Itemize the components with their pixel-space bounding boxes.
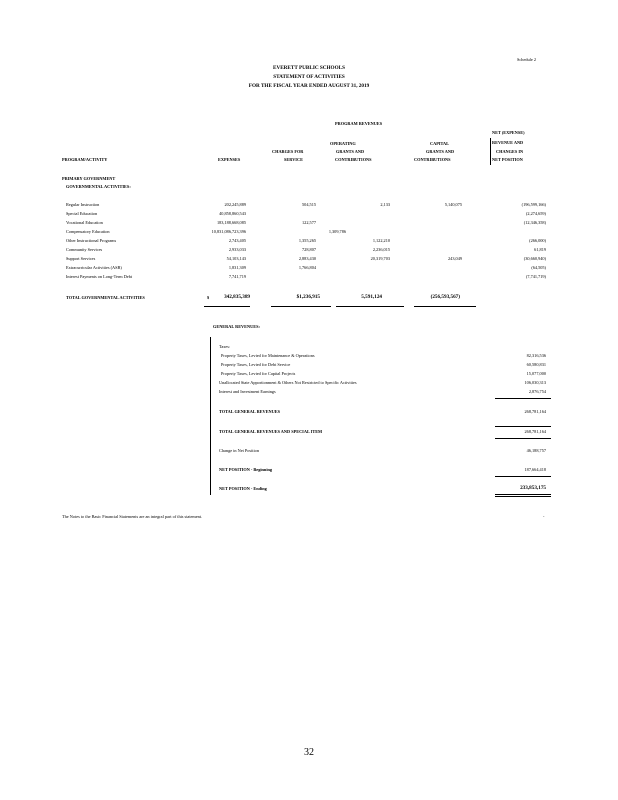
header-line3: FOR THE FISCAL YEAR ENDED AUGUST 31, 2019 [248, 83, 370, 89]
operating-heading-3: CONTRIBUTIONS [335, 157, 372, 162]
total-general-label: TOTAL GENERAL REVENUES [219, 409, 280, 414]
row-operating: 1,122,210 [372, 238, 390, 243]
total-governmental-label: TOTAL GOVERNMENTAL ACTIVITIES [66, 295, 145, 300]
row-operating: 20,319,703 [370, 256, 390, 261]
row-expenses: 1,831,309 [228, 265, 246, 270]
ending-rule-2 [495, 496, 551, 497]
row-net: (7,741,719) [525, 274, 546, 279]
total-expenses: 342,835,389 [224, 294, 250, 300]
beginning-value: 187,664,418 [524, 467, 546, 472]
total-capital: (256,593,567) [430, 294, 460, 300]
row-capital: 5,140,075 [444, 202, 462, 207]
net-heading-4: NET POSITION [492, 157, 523, 162]
general-item-value: 15,077,000 [526, 371, 546, 376]
row-expenses: 10,831,086,723,396 [211, 229, 246, 234]
ending-rule-1 [495, 494, 551, 495]
row-charges: 2,883,430 [298, 256, 316, 261]
total-special-rule [495, 438, 551, 439]
total-special-value: 268,781,164 [524, 429, 546, 434]
header-line1: EVERETT PUBLIC SCHOOLS [273, 65, 345, 71]
ending-label: NET POSITION - Ending [219, 486, 267, 491]
total-dollar-sign: $ [207, 295, 210, 300]
total-charges: $1,236,915 [296, 294, 320, 300]
general-item-label: Property Taxes, Levied for Maintenance & Operations [221, 353, 315, 358]
program-activity-heading: PROGRAM/ACTIVITY [62, 157, 108, 162]
row-net: 61,819 [534, 247, 546, 252]
expenses-heading: EXPENSES [218, 157, 241, 162]
general-items-rule [495, 398, 551, 399]
general-item-label: Property Taxes, Levied for Debt Service [221, 362, 291, 367]
row-charges: 504,515 [302, 202, 316, 207]
row-operating: 1,309,786 [328, 229, 346, 234]
row-charges: 1,766,804 [298, 265, 316, 270]
page-number: 32 [304, 747, 314, 758]
program-revenues-heading: PROGRAM REVENUES [335, 121, 383, 126]
operating-heading-2: GRANTS AND [336, 149, 365, 154]
general-revenues-divider [210, 337, 211, 495]
operating-heading-1: OPERATING [330, 141, 356, 146]
total-capital-rule [414, 306, 476, 307]
general-item-value: 82,316,536 [526, 353, 546, 358]
row-charges: 728,807 [302, 247, 316, 252]
row-expenses: 7,741,719 [228, 274, 246, 279]
beginning-rule [495, 476, 551, 477]
row-charges: 122,577 [302, 220, 316, 225]
row-label: Vocational Education [66, 220, 103, 225]
footnote: The Notes to the Basic Financial Statements are an integral part of this statement. [62, 514, 203, 519]
row-capital: 243,049 [448, 256, 462, 261]
row-expenses: 202,245,889 [224, 202, 246, 207]
total-special-label: TOTAL GENERAL REVENUES AND SPECIAL ITEM [219, 429, 323, 434]
primary-government-label: PRIMARY GOVERNMENT [62, 176, 116, 181]
row-net: (64,505) [531, 265, 546, 270]
governmental-activities-label: GOVERNMENTAL ACTIVITIES: [66, 184, 131, 189]
row-label: Compensatory Education [66, 229, 110, 234]
general-item-label: Interest and Investment Earnings [219, 389, 276, 394]
total-operating-rule [336, 306, 404, 307]
change-label: Change in Net Position [219, 448, 259, 453]
total-special-rule-top [495, 426, 551, 427]
row-label: Special Education [66, 211, 98, 216]
net-heading-1: NET (EXPENSE) [492, 130, 525, 135]
row-label: Support Services [66, 256, 96, 261]
row-label: Extracurricular Activities (ASB) [66, 265, 122, 270]
general-item-value: 60,580,831 [526, 362, 546, 367]
beginning-label: NET POSITION - Beginning [219, 467, 273, 472]
row-charges: 1,355,265 [298, 238, 316, 243]
row-label: Interest Payments on Long-Term Debt [66, 274, 133, 279]
row-net: (266,000) [529, 238, 546, 243]
general-item-label: Property Taxes, Levied for Capital Projects [221, 371, 296, 376]
total-charges-rule [271, 306, 331, 307]
table-row [0, 275, 618, 284]
header-line2: STATEMENT OF ACTIVITIES [273, 74, 345, 80]
row-expenses: 2,933,033 [228, 247, 246, 252]
row-expenses: 2,743,405 [228, 238, 246, 243]
schedule-label: Schedule 2 [517, 57, 536, 62]
general-item-value: 106,030,313 [524, 380, 546, 385]
capital-heading-1: CAPITAL [430, 141, 450, 146]
row-net: (12,346,358) [523, 220, 546, 225]
row-net: (30,660,940) [523, 256, 546, 261]
taxes-label: Taxes: [219, 344, 231, 349]
row-net: (196,599,166) [521, 202, 546, 207]
total-expenses-rule [204, 306, 250, 307]
row-expenses: 54,103,143 [226, 256, 246, 261]
charges-heading-2: SERVICE [284, 157, 303, 162]
net-heading-3: CHANGES IN [496, 149, 524, 154]
row-net: (2,274,659) [525, 211, 546, 216]
row-expenses: 40,858,860,543 [219, 211, 246, 216]
charges-heading-1: CHARGES FOR [272, 149, 304, 154]
change-value: 46,188,757 [526, 448, 546, 453]
net-column-divider [490, 138, 491, 165]
general-revenues-heading: GENERAL REVENUES: [213, 324, 260, 329]
footnote-mark: - [543, 514, 545, 519]
total-general-value: 268,781,164 [524, 409, 546, 414]
general-item-value: 2,876,754 [528, 389, 546, 394]
capital-heading-2: GRANTS AND [426, 149, 455, 154]
row-operating: 2,236,015 [372, 247, 390, 252]
ending-value: 233,853,175 [520, 485, 546, 491]
row-label: Other Instructional Programs [66, 238, 117, 243]
total-operating: 5,591,124 [361, 294, 382, 300]
row-operating: 2,133 [380, 202, 390, 207]
row-label: Community Services [66, 247, 103, 252]
row-label: Regular Instruction [66, 202, 100, 207]
row-expenses: 183,188,668,085 [216, 220, 246, 225]
capital-heading-3: CONTRIBUTIONS [414, 157, 451, 162]
net-heading-2: REVENUE AND [492, 140, 524, 145]
general-item-label: Unallocated State Apportionment & Others Not Restricted to Specific Activities [219, 380, 357, 385]
